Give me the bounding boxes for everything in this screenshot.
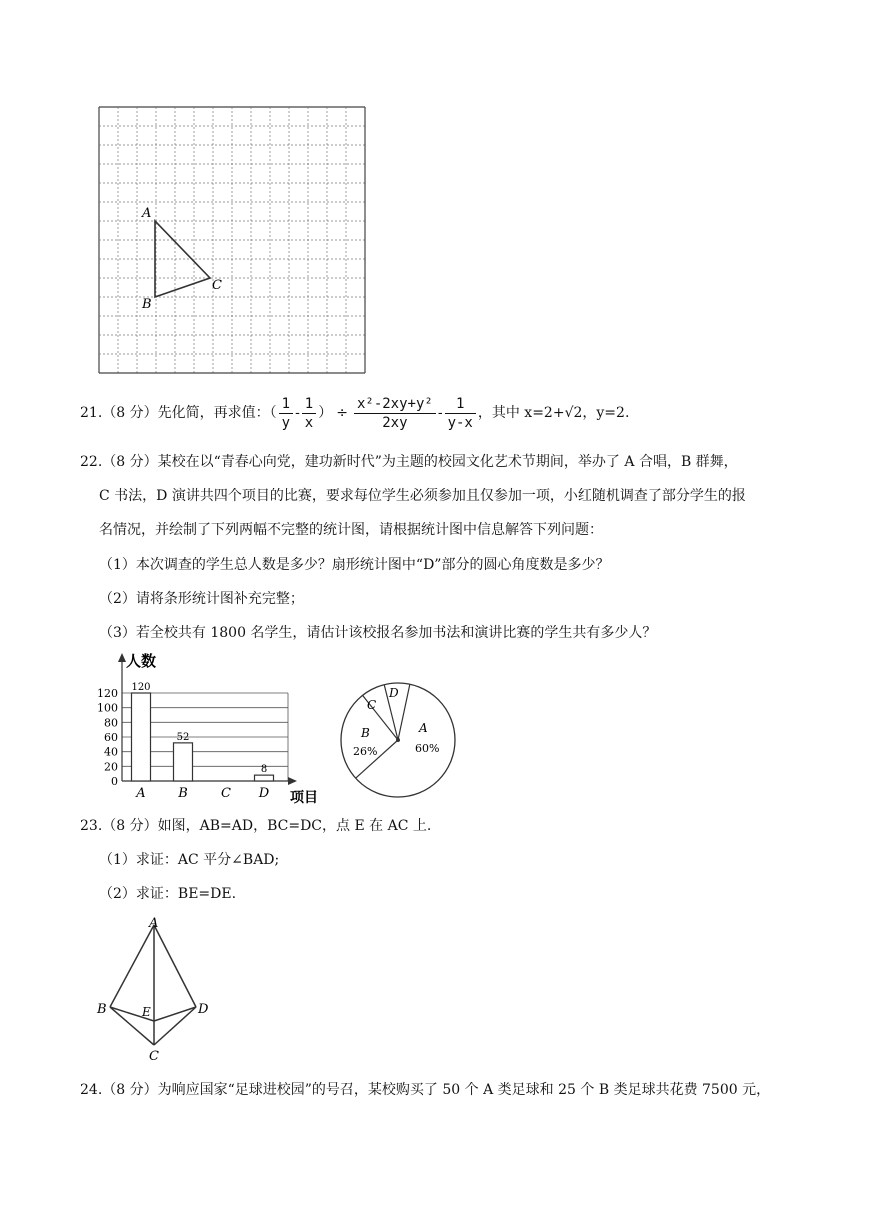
- q21-suffix: ，其中 x=2+√2，y=2.: [477, 405, 630, 421]
- pie-label-a: A: [419, 721, 428, 735]
- q23-sub-1: （1）求证：AC 平分∠BAD;: [99, 852, 280, 868]
- q21-fraction-1: $\frac{1}{y}$: [279, 395, 293, 432]
- pie-label-d: D: [389, 686, 399, 700]
- kite-label-c: C: [149, 1049, 159, 1064]
- kite-figure: [92, 915, 222, 1065]
- bar-y-tick-label: 100: [97, 701, 118, 715]
- q22-line-3: 名情况，并绘制了下列两幅不完整的统计图，请根据统计图中信息解答下列问题：: [99, 522, 603, 538]
- pie-center: [396, 738, 400, 742]
- q23-sub-2: （2）求证：BE=DE.: [99, 886, 237, 902]
- q21-paren-open: （: [269, 405, 277, 421]
- pie-label-b: B: [361, 726, 370, 740]
- bar-y-tick-label: 0: [111, 775, 118, 788]
- bar-y-tick-label: 60: [104, 731, 118, 744]
- bar-d: [255, 775, 274, 781]
- kite-label-a: A: [149, 916, 159, 931]
- pie-chart: [335, 675, 465, 805]
- q23-line-1: 23.（8 分）如图，AB=AD，BC=DC，点 E 在 AC 上.: [80, 818, 432, 834]
- bar-data-label-d: 8: [260, 764, 268, 776]
- kite-label-d: D: [198, 1002, 209, 1017]
- bar-category-label-c: C: [221, 786, 231, 801]
- bar-y-tick-label: 120: [97, 687, 118, 700]
- q22-sub-3: （3）若全校共有 1800 名学生，请估计该校报名参加书法和演讲比赛的学生共有多少人？: [99, 625, 657, 641]
- bar-y-tick-label: 80: [104, 716, 118, 730]
- kite-label-b: B: [97, 1002, 107, 1017]
- point-label-b: B: [142, 297, 152, 312]
- question-21: 21.（8 分）先化简，再求值：（ $\frac{1}{y}$ - $\frac{1}{x}$ ） ÷ $\frac{\text{x²-2xy+y²}}{2xy}$ - $\frac{1}{y-x}$ ，其中 x=2+√2，y=2.: [80, 395, 630, 431]
- bar-x-axis-arrow: [288, 777, 297, 785]
- bar-y-axis-arrow: [118, 653, 126, 662]
- q22-sub-2: （2）请将条形统计图补充完整；: [99, 591, 304, 607]
- grid-lines: [99, 107, 365, 373]
- bar-y-tick-label: 20: [104, 760, 118, 774]
- point-label-c: C: [212, 278, 222, 293]
- q24-line-1: 24.（8 分）为响应国家“足球进校园”的号召，某校购买了 50 个 A 类足球和 25 个 B 类足球共花费 7500 元，: [80, 1082, 771, 1098]
- bar-a: [132, 693, 151, 781]
- pie-value-label-b: 26%: [353, 745, 378, 758]
- pie-label-c: C: [367, 698, 377, 712]
- q22-sub-1: （1）本次调查的学生总人数是多少？扇形统计图中“D”部分的圆心角度数是多少？: [99, 557, 610, 573]
- bar-y-tick-label: 40: [104, 745, 118, 759]
- bar-chart: [92, 650, 332, 810]
- bar-data-label-a: 120: [131, 682, 151, 693]
- q21-fraction-4: $\frac{1}{y-x}$: [445, 395, 476, 432]
- bar-b: [174, 743, 193, 781]
- bar-y-axis-label: 人数: [126, 652, 157, 670]
- pie-value-label-a: 60%: [415, 742, 440, 755]
- bar-category-label-a: A: [136, 786, 146, 801]
- bar-category-label-b: B: [178, 786, 188, 801]
- bar-data-label-b: 52: [176, 731, 190, 743]
- q22-line-1: 22.（8 分）某校在以“青春心向党，建功新时代”为主题的校园文化艺术节期间，举办了 A 合唱，B 群舞，: [80, 454, 738, 470]
- q21-fraction-3: $\frac{\text{x²-2xy+y²}}{2xy}$: [354, 395, 436, 432]
- bar-category-label-d: D: [258, 786, 270, 801]
- kite-label-e: E: [142, 1005, 151, 1019]
- bar-x-axis-label: 项目: [290, 790, 318, 806]
- q22-line-2: C 书法，D 演讲共四个项目的比赛，要求每位学生必须参加且仅参加一项，小红随机调查了部分学生的报: [99, 488, 746, 504]
- point-label-a: A: [142, 206, 152, 221]
- grid-figure: [97, 105, 367, 375]
- q21-fraction-2: $\frac{1}{x}$: [302, 395, 316, 432]
- q21-prefix: 21.（8 分）先化简，再求值：: [80, 405, 270, 421]
